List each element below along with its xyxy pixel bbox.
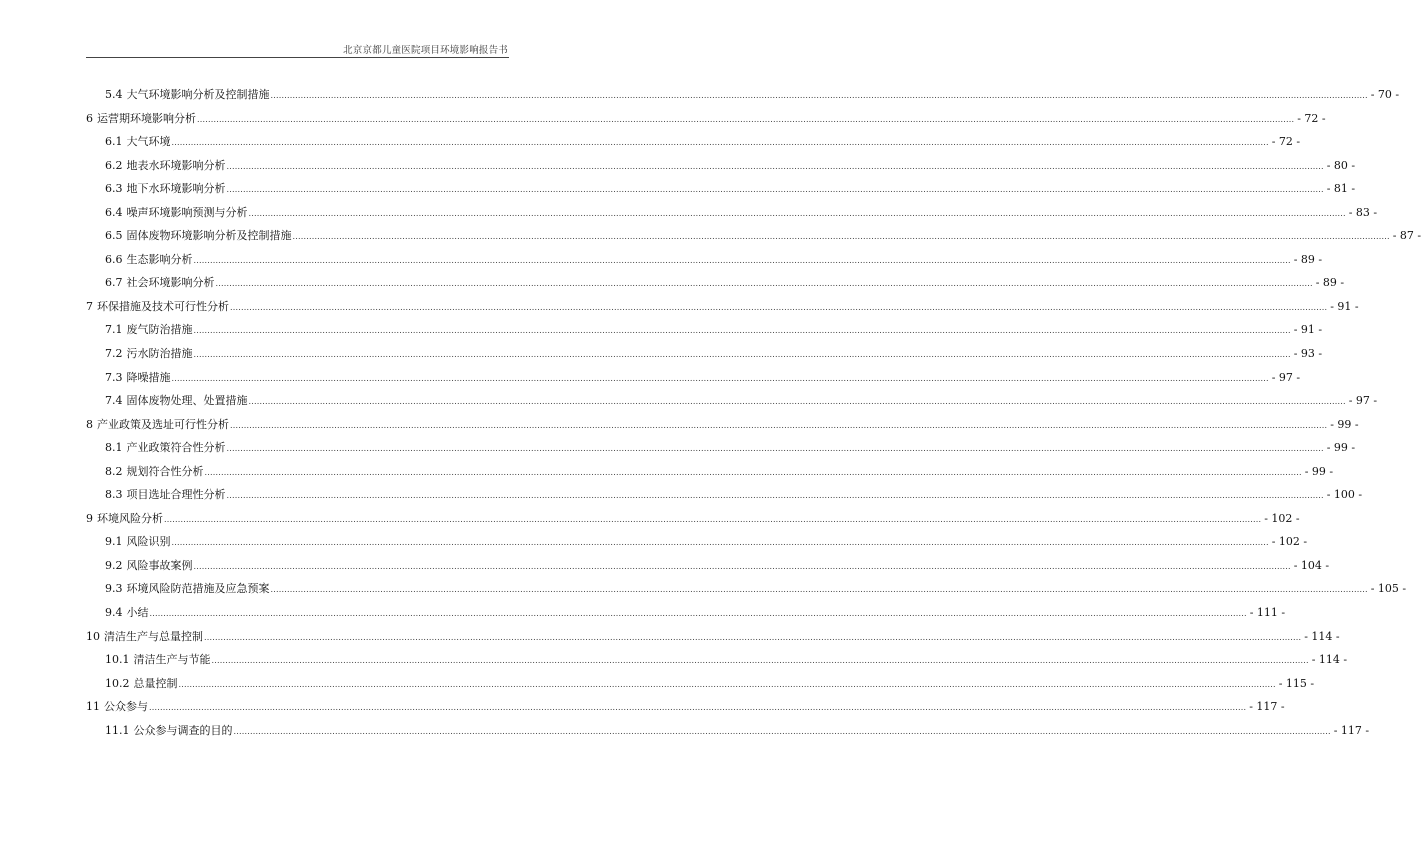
- toc-entry[interactable]: [86, 417, 1359, 442]
- toc-dot-leader: ................................................................................................................................................................................................................................................................................................................................................................................................................: [211, 656, 1309, 666]
- toc-entry-title: 公众参与: [104, 700, 148, 714]
- toc-entry[interactable]: [86, 558, 1330, 583]
- toc-entry-label: [86, 630, 203, 643]
- toc-entry-page: - 117 -: [1249, 700, 1285, 714]
- toc-entry-title: 总量控制: [133, 676, 178, 690]
- toc-dot-leader: ................................................................................................................................................................................................................................................................................................................................................................................................................: [226, 161, 1324, 171]
- toc-entry-title: 风险事故案例: [126, 558, 193, 572]
- toc-dot-leader: ................................................................................................................................................................................................................................................................................................................................................................................................................: [171, 138, 1269, 148]
- toc-dot-leader: ................................................................................................................................................................................................................................................................................................................................................................................................................: [193, 350, 1291, 360]
- toc-entry-number: 8.3: [105, 488, 123, 502]
- toc-entry-page: - 70 -: [1370, 88, 1400, 101]
- toc-dot-leader: ................................................................................................................................................................................................................................................................................................................................................................................................................: [226, 444, 1324, 454]
- toc-dot-leader: ................................................................................................................................................................................................................................................................................................................................................................................................................: [164, 514, 1262, 524]
- toc-dot-leader: ................................................................................................................................................................................................................................................................................................................................................................................................................: [193, 561, 1291, 571]
- toc-entry-page: - 89 -: [1315, 276, 1345, 290]
- toc-entry-page: - 91 -: [1293, 323, 1323, 337]
- toc-entry-title: 清洁生产与节能: [133, 653, 211, 667]
- toc-entry-label: [105, 724, 233, 737]
- toc-entry-title: 污水防治措施: [126, 347, 193, 361]
- toc-entry[interactable]: [86, 276, 1345, 300]
- toc-entry-label: [105, 488, 226, 501]
- toc-entry[interactable]: [86, 229, 1421, 253]
- toc-entry-label: [86, 300, 229, 313]
- toc-entry-label: [105, 465, 204, 478]
- toc-entry-number: 7.3: [105, 370, 123, 384]
- toc-dot-leader: ................................................................................................................................................................................................................................................................................................................................................................................................................: [193, 255, 1291, 265]
- toc-dot-leader: ................................................................................................................................................................................................................................................................................................................................................................................................................: [233, 726, 1331, 736]
- toc-entry-number: 6.6: [105, 252, 123, 266]
- toc-entry-page: - 114 -: [1304, 629, 1340, 643]
- toc-entry-number: 9.4: [105, 606, 123, 620]
- toc-entry-label: [105, 441, 226, 454]
- toc-entry-number: 8: [86, 417, 93, 431]
- table-of-contents: [86, 88, 1421, 747]
- toc-entry-number: 11: [86, 700, 100, 714]
- toc-entry-label: [86, 512, 163, 525]
- toc-entry-label: [105, 677, 178, 690]
- toc-entry-label: [105, 206, 248, 219]
- toc-entry-page: - 97 -: [1348, 394, 1378, 408]
- toc-entry-title: 噪声环境影响预测与分析: [126, 205, 248, 219]
- toc-entry-number: 7.1: [105, 323, 123, 337]
- toc-entry-page: - 99 -: [1326, 441, 1356, 455]
- toc-entry-title: 固体废物处理、处置措施: [126, 394, 248, 408]
- toc-entry-title: 产业政策及选址可行性分析: [97, 417, 229, 431]
- toc-entry-label: [105, 182, 226, 195]
- toc-entry-number: 6.2: [105, 158, 123, 172]
- toc-entry[interactable]: [86, 323, 1323, 347]
- toc-entry-page: - 102 -: [1271, 535, 1308, 549]
- toc-entry-number: 7.2: [105, 347, 123, 361]
- toc-entry-title: 地下水环境影响分析: [126, 182, 226, 196]
- toc-dot-leader: ................................................................................................................................................................................................................................................................................................................................................................................................................: [178, 679, 1276, 689]
- toc-dot-leader: ................................................................................................................................................................................................................................................................................................................................................................................................................: [230, 420, 1328, 430]
- toc-entry-label: [105, 253, 193, 266]
- toc-entry-title: 环保措施及技术可行性分析: [97, 299, 229, 313]
- toc-entry-label: [105, 582, 270, 595]
- toc-dot-leader: ................................................................................................................................................................................................................................................................................................................................................................................................................: [204, 467, 1302, 477]
- toc-entry-label: [105, 276, 215, 289]
- toc-dot-leader: ................................................................................................................................................................................................................................................................................................................................................................................................................: [226, 185, 1324, 195]
- toc-entry-number: 9.2: [105, 558, 123, 572]
- toc-entry-number: 6.1: [105, 135, 123, 149]
- toc-entry-page: - 117 -: [1333, 723, 1370, 737]
- toc-entry-number: 5.4: [105, 88, 123, 101]
- toc-entry[interactable]: [86, 629, 1340, 654]
- toc-dot-leader: ................................................................................................................................................................................................................................................................................................................................................................................................................: [248, 208, 1346, 218]
- toc-entry-title: 降噪措施: [126, 370, 171, 384]
- running-header: 北京京都儿童医院项目环境影响报告书: [343, 45, 508, 56]
- toc-entry-number: 10: [86, 629, 100, 643]
- toc-dot-leader: ................................................................................................................................................................................................................................................................................................................................................................................................................: [149, 703, 1247, 713]
- toc-entry-label: [105, 606, 149, 619]
- toc-entry-number: 6.3: [105, 182, 123, 196]
- toc-entry[interactable]: [86, 535, 1308, 559]
- toc-entry-title: 废气防治措施: [126, 323, 193, 337]
- toc-entry-title: 大气环境影响分析及控制措施: [126, 88, 270, 101]
- toc-entry-number: 8.2: [105, 464, 123, 478]
- toc-entry-title: 公众参与调查的目的: [133, 723, 233, 737]
- toc-dot-leader: ................................................................................................................................................................................................................................................................................................................................................................................................................: [292, 232, 1390, 242]
- toc-entry-title: 规划符合性分析: [126, 464, 204, 478]
- toc-entry[interactable]: [86, 182, 1356, 206]
- toc-entry-number: 7.4: [105, 394, 123, 408]
- toc-entry-label: [105, 394, 248, 407]
- toc-entry[interactable]: [86, 111, 1326, 136]
- toc-entry-page: - 114 -: [1311, 653, 1348, 667]
- toc-entry-label: [105, 371, 171, 384]
- toc-entry-label: [105, 653, 211, 666]
- toc-entry[interactable]: [86, 370, 1301, 395]
- toc-entry-page: - 72 -: [1297, 111, 1326, 125]
- toc-entry-label: [86, 418, 229, 431]
- toc-entry[interactable]: [86, 347, 1323, 371]
- toc-entry[interactable]: [86, 158, 1356, 183]
- toc-entry[interactable]: [86, 676, 1315, 701]
- toc-entry-title: 社会环境影响分析: [126, 276, 215, 290]
- toc-entry-title: 产业政策符合性分析: [126, 441, 226, 455]
- toc-entry-page: - 99 -: [1304, 464, 1334, 478]
- toc-entry-page: - 111 -: [1249, 606, 1286, 620]
- toc-entry[interactable]: [86, 394, 1378, 418]
- toc-entry-number: 6.5: [105, 229, 123, 243]
- toc-entry-title: 固体废物环境影响分析及控制措施: [126, 229, 292, 243]
- toc-entry-number: 6.4: [105, 205, 123, 219]
- toc-entry-page: - 102 -: [1264, 511, 1300, 525]
- toc-dot-leader: ................................................................................................................................................................................................................................................................................................................................................................................................................: [171, 373, 1269, 383]
- toc-entry-label: [86, 700, 148, 713]
- toc-entry-title: 环境风险分析: [97, 511, 163, 525]
- toc-entry-label: [105, 229, 292, 242]
- toc-entry-number: 11.1: [105, 723, 130, 737]
- toc-entry-title: 项目选址合理性分析: [126, 488, 226, 502]
- toc-entry-title: 运营期环境影响分析: [97, 111, 196, 125]
- toc-entry-number: 9.1: [105, 535, 123, 549]
- toc-entry[interactable]: [86, 653, 1348, 677]
- toc-entry[interactable]: [86, 205, 1378, 230]
- toc-dot-leader: ................................................................................................................................................................................................................................................................................................................................................................................................................: [197, 114, 1295, 124]
- toc-entry-page: - 83 -: [1348, 205, 1378, 219]
- toc-dot-leader: ................................................................................................................................................................................................................................................................................................................................................................................................................: [270, 91, 1368, 100]
- toc-entry-page: - 80 -: [1326, 158, 1356, 172]
- toc-entry-number: 6: [86, 111, 93, 125]
- toc-dot-leader: ................................................................................................................................................................................................................................................................................................................................................................................................................: [270, 585, 1368, 595]
- toc-entry-label: [105, 559, 193, 572]
- toc-entry-page: - 97 -: [1271, 370, 1301, 384]
- toc-entry-page: - 91 -: [1330, 299, 1359, 313]
- toc-entry-title: 清洁生产与总量控制: [104, 629, 203, 643]
- toc-entry-title: 环境风险防范措施及应急预案: [126, 582, 270, 596]
- toc-entry[interactable]: [86, 441, 1356, 465]
- toc-entry-title: 风险识别: [126, 535, 171, 549]
- toc-entry[interactable]: [86, 135, 1301, 159]
- toc-entry-page: - 89 -: [1293, 252, 1323, 266]
- toc-entry-number: 7: [86, 299, 93, 313]
- toc-entry[interactable]: [86, 488, 1363, 512]
- toc-entry-page: - 99 -: [1330, 417, 1359, 431]
- toc-entry[interactable]: [86, 511, 1300, 536]
- toc-entry-number: 8.1: [105, 441, 123, 455]
- toc-entry-number: 9: [86, 511, 93, 525]
- toc-dot-leader: ................................................................................................................................................................................................................................................................................................................................................................................................................: [226, 491, 1324, 501]
- toc-entry-title: 生态影响分析: [126, 252, 193, 266]
- toc-entry-number: 10.1: [105, 653, 130, 667]
- toc-entry[interactable]: [86, 723, 1370, 748]
- toc-entry[interactable]: [86, 252, 1323, 277]
- toc-entry-page: - 87 -: [1392, 229, 1421, 243]
- toc-entry-number: 10.2: [105, 676, 130, 690]
- toc-entry-label: [86, 112, 196, 125]
- toc-entry-label: [105, 347, 193, 360]
- toc-entry-page: - 100 -: [1326, 488, 1363, 502]
- toc-entry[interactable]: [86, 464, 1334, 489]
- toc-dot-leader: ................................................................................................................................................................................................................................................................................................................................................................................................................: [171, 538, 1269, 548]
- toc-entry[interactable]: [86, 700, 1285, 724]
- toc-entry[interactable]: [86, 606, 1286, 630]
- toc-entry-page: - 115 -: [1278, 676, 1315, 690]
- toc-entry[interactable]: [86, 299, 1359, 324]
- toc-entry-label: [105, 535, 171, 548]
- toc-dot-leader: ................................................................................................................................................................................................................................................................................................................................................................................................................: [149, 609, 1247, 619]
- toc-entry-number: 9.3: [105, 582, 123, 596]
- toc-entry-number: 6.7: [105, 276, 123, 290]
- toc-entry-page: - 81 -: [1326, 182, 1356, 196]
- toc-entry-page: - 72 -: [1271, 135, 1301, 149]
- toc-entry-title: 地表水环境影响分析: [126, 158, 226, 172]
- toc-entry-title: 大气环境: [126, 135, 171, 149]
- toc-entry-title: 小结: [126, 606, 149, 620]
- header-divider: [86, 57, 509, 58]
- toc-entry-page: - 93 -: [1293, 347, 1323, 361]
- toc-dot-leader: ................................................................................................................................................................................................................................................................................................................................................................................................................: [248, 397, 1346, 407]
- toc-entry-label: [105, 135, 171, 148]
- toc-entry[interactable]: [86, 88, 1400, 112]
- toc-dot-leader: ................................................................................................................................................................................................................................................................................................................................................................................................................: [193, 326, 1291, 336]
- toc-dot-leader: ................................................................................................................................................................................................................................................................................................................................................................................................................: [204, 632, 1302, 642]
- toc-entry-label: [105, 323, 193, 336]
- toc-entry-label: [105, 159, 226, 172]
- toc-entry-page: - 104 -: [1293, 558, 1330, 572]
- toc-entry-page: - 105 -: [1370, 582, 1407, 596]
- toc-dot-leader: ................................................................................................................................................................................................................................................................................................................................................................................................................: [230, 302, 1328, 312]
- toc-dot-leader: ................................................................................................................................................................................................................................................................................................................................................................................................................: [215, 279, 1313, 289]
- toc-entry[interactable]: [86, 582, 1407, 606]
- toc-entry-label: [105, 88, 270, 101]
